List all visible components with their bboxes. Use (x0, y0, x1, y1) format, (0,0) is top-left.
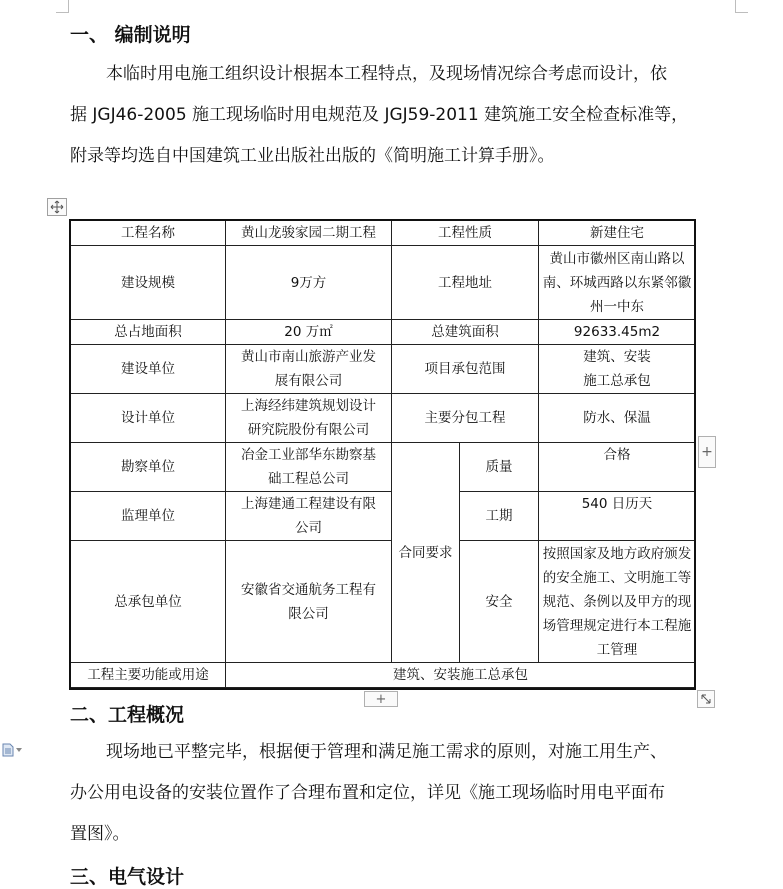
cell-line: 上海经纬建筑规划设计 (241, 398, 376, 414)
table-cell: 工程主要功能或用途 (71, 663, 226, 688)
cell-line: 上海建通工程建设有限 (241, 496, 376, 512)
cell-line: 础工程总公司 (268, 471, 349, 487)
table-cell: 监理单位 (71, 492, 226, 541)
table-cell: 建筑、安装施工总承包 (226, 663, 696, 688)
section-heading-electrical: 三、电气设计 (70, 866, 185, 888)
table-cell (226, 443, 392, 492)
table-cell (226, 345, 392, 394)
table-cell: 项目承包范围 (392, 345, 539, 394)
cell-line: 建筑、安装 (583, 349, 651, 365)
paragraph-line: 附录等均选自中国建筑工业出版社出版的《简明施工计算手册》。 (70, 146, 555, 166)
page-corner-mark-right (735, 0, 748, 13)
cell-line: 南、环城西路以东紧邻徽 (542, 274, 692, 291)
table-cell: 质量 (460, 443, 539, 492)
table-cell: 主要分包工程 (392, 394, 539, 443)
cell-line: 工管理 (596, 641, 638, 658)
table-cell: 工期 (460, 492, 539, 541)
paragraph-line: 置图》。 (70, 824, 130, 844)
table-row (71, 221, 696, 246)
move-arrows-icon (50, 200, 64, 214)
table-row (71, 541, 696, 663)
paragraph-compilation (70, 54, 732, 177)
cell-line: 限公司 (288, 605, 329, 622)
table-row (71, 443, 696, 492)
cell-line: 冶金工业部华东勘察基 (241, 447, 376, 463)
cell-line: 按照国家及地方政府颁发 (542, 545, 692, 562)
table-cell-contract-requirements: 合同要求 (392, 443, 460, 663)
paragraph-overview (70, 732, 732, 855)
table-cell: 工程名称 (71, 221, 226, 246)
table-cell: 新建住宅 (539, 221, 696, 246)
dropdown-arrow-icon (16, 748, 22, 752)
paragraph-line: 本临时用电施工组织设计根据本工程特点，及现场情况综合考虑而设计，依 (106, 64, 667, 84)
table-cell: 安全 (460, 541, 539, 663)
table-cell: 总承包单位 (71, 541, 226, 663)
cell-line: 州一中东 (590, 298, 644, 315)
table-cell: 工程性质 (392, 221, 539, 246)
cell-line: 研究院股份有限公司 (247, 422, 370, 438)
table-row (71, 663, 696, 688)
add-column-button[interactable]: + (698, 436, 716, 468)
table-cell: 92633.45m2 (539, 320, 696, 345)
table-cell (226, 492, 392, 541)
cell-line: 的安全施工、文明施工等 (542, 569, 692, 586)
paragraph-line: 现场地已平整完毕，根据便于管理和满足施工需求的原则，对施工用生产、 (106, 742, 667, 762)
table-cell: 20 万㎡ (226, 320, 392, 345)
table-cell: 建设单位 (71, 345, 226, 394)
project-info-table (70, 220, 696, 688)
table-cell (539, 345, 696, 394)
table-cell (539, 541, 696, 663)
table-cell: 总建筑面积 (392, 320, 539, 345)
table-cell: 防水、保温 (539, 394, 696, 443)
table-cell: 设计单位 (71, 394, 226, 443)
table-cell: 总占地面积 (71, 320, 226, 345)
cell-line: 黄山市徽州区南山路以 (549, 250, 685, 267)
section-heading-compilation: 一、 编制说明 (70, 24, 191, 46)
table-cell: 工程地址 (392, 246, 539, 320)
table-cell: 9万方 (226, 246, 392, 320)
page-corner-mark-left (56, 0, 69, 13)
cell-line: 场管理规定进行本工程施 (542, 617, 692, 634)
table-cell: 建设规模 (71, 246, 226, 320)
table-resize-handle[interactable] (697, 690, 715, 708)
table-row (71, 320, 696, 345)
table-move-handle[interactable] (47, 198, 67, 216)
cell-line: 施工总承包 (583, 373, 651, 389)
table-row (71, 394, 696, 443)
table-cell (226, 394, 392, 443)
table-row (71, 345, 696, 394)
paragraph-line: 据 JGJ46-2005 施工现场临时用电规范及 JGJ59-2011 建筑施工安全检查标准等， (70, 105, 689, 125)
document-icon (2, 743, 14, 757)
table-row (71, 246, 696, 320)
table-cell (539, 246, 696, 320)
table-cell: 黄山龙骏家园二期工程 (226, 221, 392, 246)
cell-line: 安徽省交通航务工程有 (241, 581, 376, 598)
paragraph-line: 办公用电设备的安装位置作了合理布置和定位，详见《施工现场临时用电平面布 (70, 783, 665, 803)
cell-line: 公司 (295, 520, 322, 536)
cell-line: 展有限公司 (274, 373, 343, 389)
table-cell: 合格 (539, 443, 696, 492)
cell-line: 规范、条例以及甲方的现 (542, 593, 692, 610)
section-heading-overview: 二、工程概况 (70, 704, 185, 726)
table-cell: 540 日历天 (539, 492, 696, 541)
paragraph-options[interactable] (2, 743, 26, 757)
resize-arrow-icon (700, 693, 712, 705)
cell-line: 黄山市南山旅游产业发 (241, 349, 376, 365)
table-cell (226, 541, 392, 663)
add-row-button[interactable]: + (364, 691, 398, 707)
table-row (71, 492, 696, 541)
table-cell: 勘察单位 (71, 443, 226, 492)
